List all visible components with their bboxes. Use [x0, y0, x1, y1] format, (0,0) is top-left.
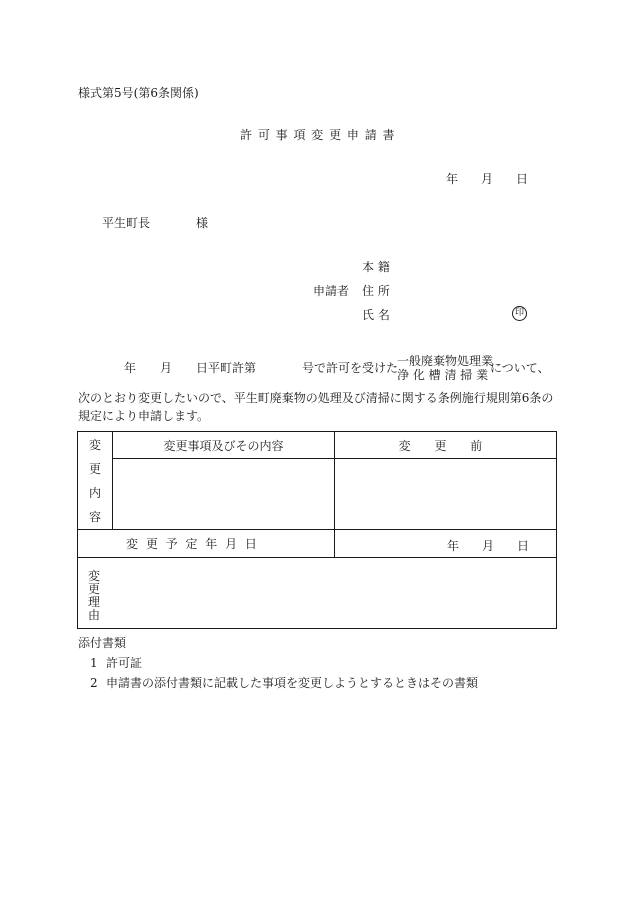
- body-year: 年: [124, 361, 137, 375]
- reason-cell[interactable]: [78, 558, 557, 629]
- body-month: 月: [160, 361, 173, 375]
- applicant-label: 申請者: [313, 284, 350, 298]
- applicant-domicile-label: 本 籍: [362, 260, 390, 274]
- applicant-address-label: 住 所: [362, 284, 390, 298]
- page-title: 許 可 事 項 変 更 申 請 書: [240, 128, 396, 142]
- body-line-2: 次のとおり変更したいので、平生町廃棄物の処理及び清掃に関する条例施行規則第6条の: [78, 391, 554, 405]
- body-day-permit: 日平町許第: [196, 361, 257, 375]
- attachments-heading: 添付書類: [78, 636, 127, 650]
- form-number: 様式第5号(第6条関係): [78, 86, 199, 100]
- date-year: 年: [446, 172, 459, 186]
- body-line-3: 規定により申請します。: [78, 409, 210, 423]
- reason-label-2: 更: [88, 582, 101, 596]
- seal-mark: 印: [512, 306, 527, 321]
- scheduled-year: 年: [447, 539, 460, 553]
- col-header-items: 変更事項及びその内容: [113, 432, 335, 459]
- attachment-1-text: 許可証: [106, 656, 143, 670]
- change-items-cell[interactable]: [113, 459, 335, 530]
- attachment-1-num: 1: [90, 656, 98, 670]
- reason-label-3: 理: [88, 595, 101, 609]
- before-change-cell[interactable]: [335, 459, 557, 530]
- scheduled-day: 日: [517, 539, 530, 553]
- change-content-label: 変 更 内 容: [78, 432, 113, 530]
- reason-label-4: 由: [88, 608, 101, 622]
- date-month: 月: [481, 172, 494, 186]
- col-header-before: 変 更 前: [335, 432, 557, 459]
- scheduled-date-cell[interactable]: [335, 530, 557, 558]
- recipient-name: 平生町長: [102, 216, 151, 230]
- scheduled-date-label: 変 更 予 定 年 月 日: [78, 530, 335, 558]
- applicant-name-label: 氏 名: [362, 308, 390, 322]
- attachment-2-num: 2: [90, 676, 98, 690]
- attachment-2-text: 申請書の添付書類に記載した事項を変更しようとするときはその書類: [106, 676, 479, 690]
- reason-label-1: 変: [88, 569, 101, 583]
- date-day: 日: [516, 172, 529, 186]
- scheduled-month: 月: [482, 539, 495, 553]
- recipient-honorific: 様: [196, 216, 209, 230]
- business-type-septic: 浄 化 槽 清 掃 業: [397, 368, 489, 382]
- change-table: [77, 431, 557, 629]
- business-type-general: 一般廃棄物処理業: [397, 354, 494, 368]
- body-number-suffix: 号で許可を受けた: [302, 361, 399, 375]
- body-about: について、: [490, 361, 550, 375]
